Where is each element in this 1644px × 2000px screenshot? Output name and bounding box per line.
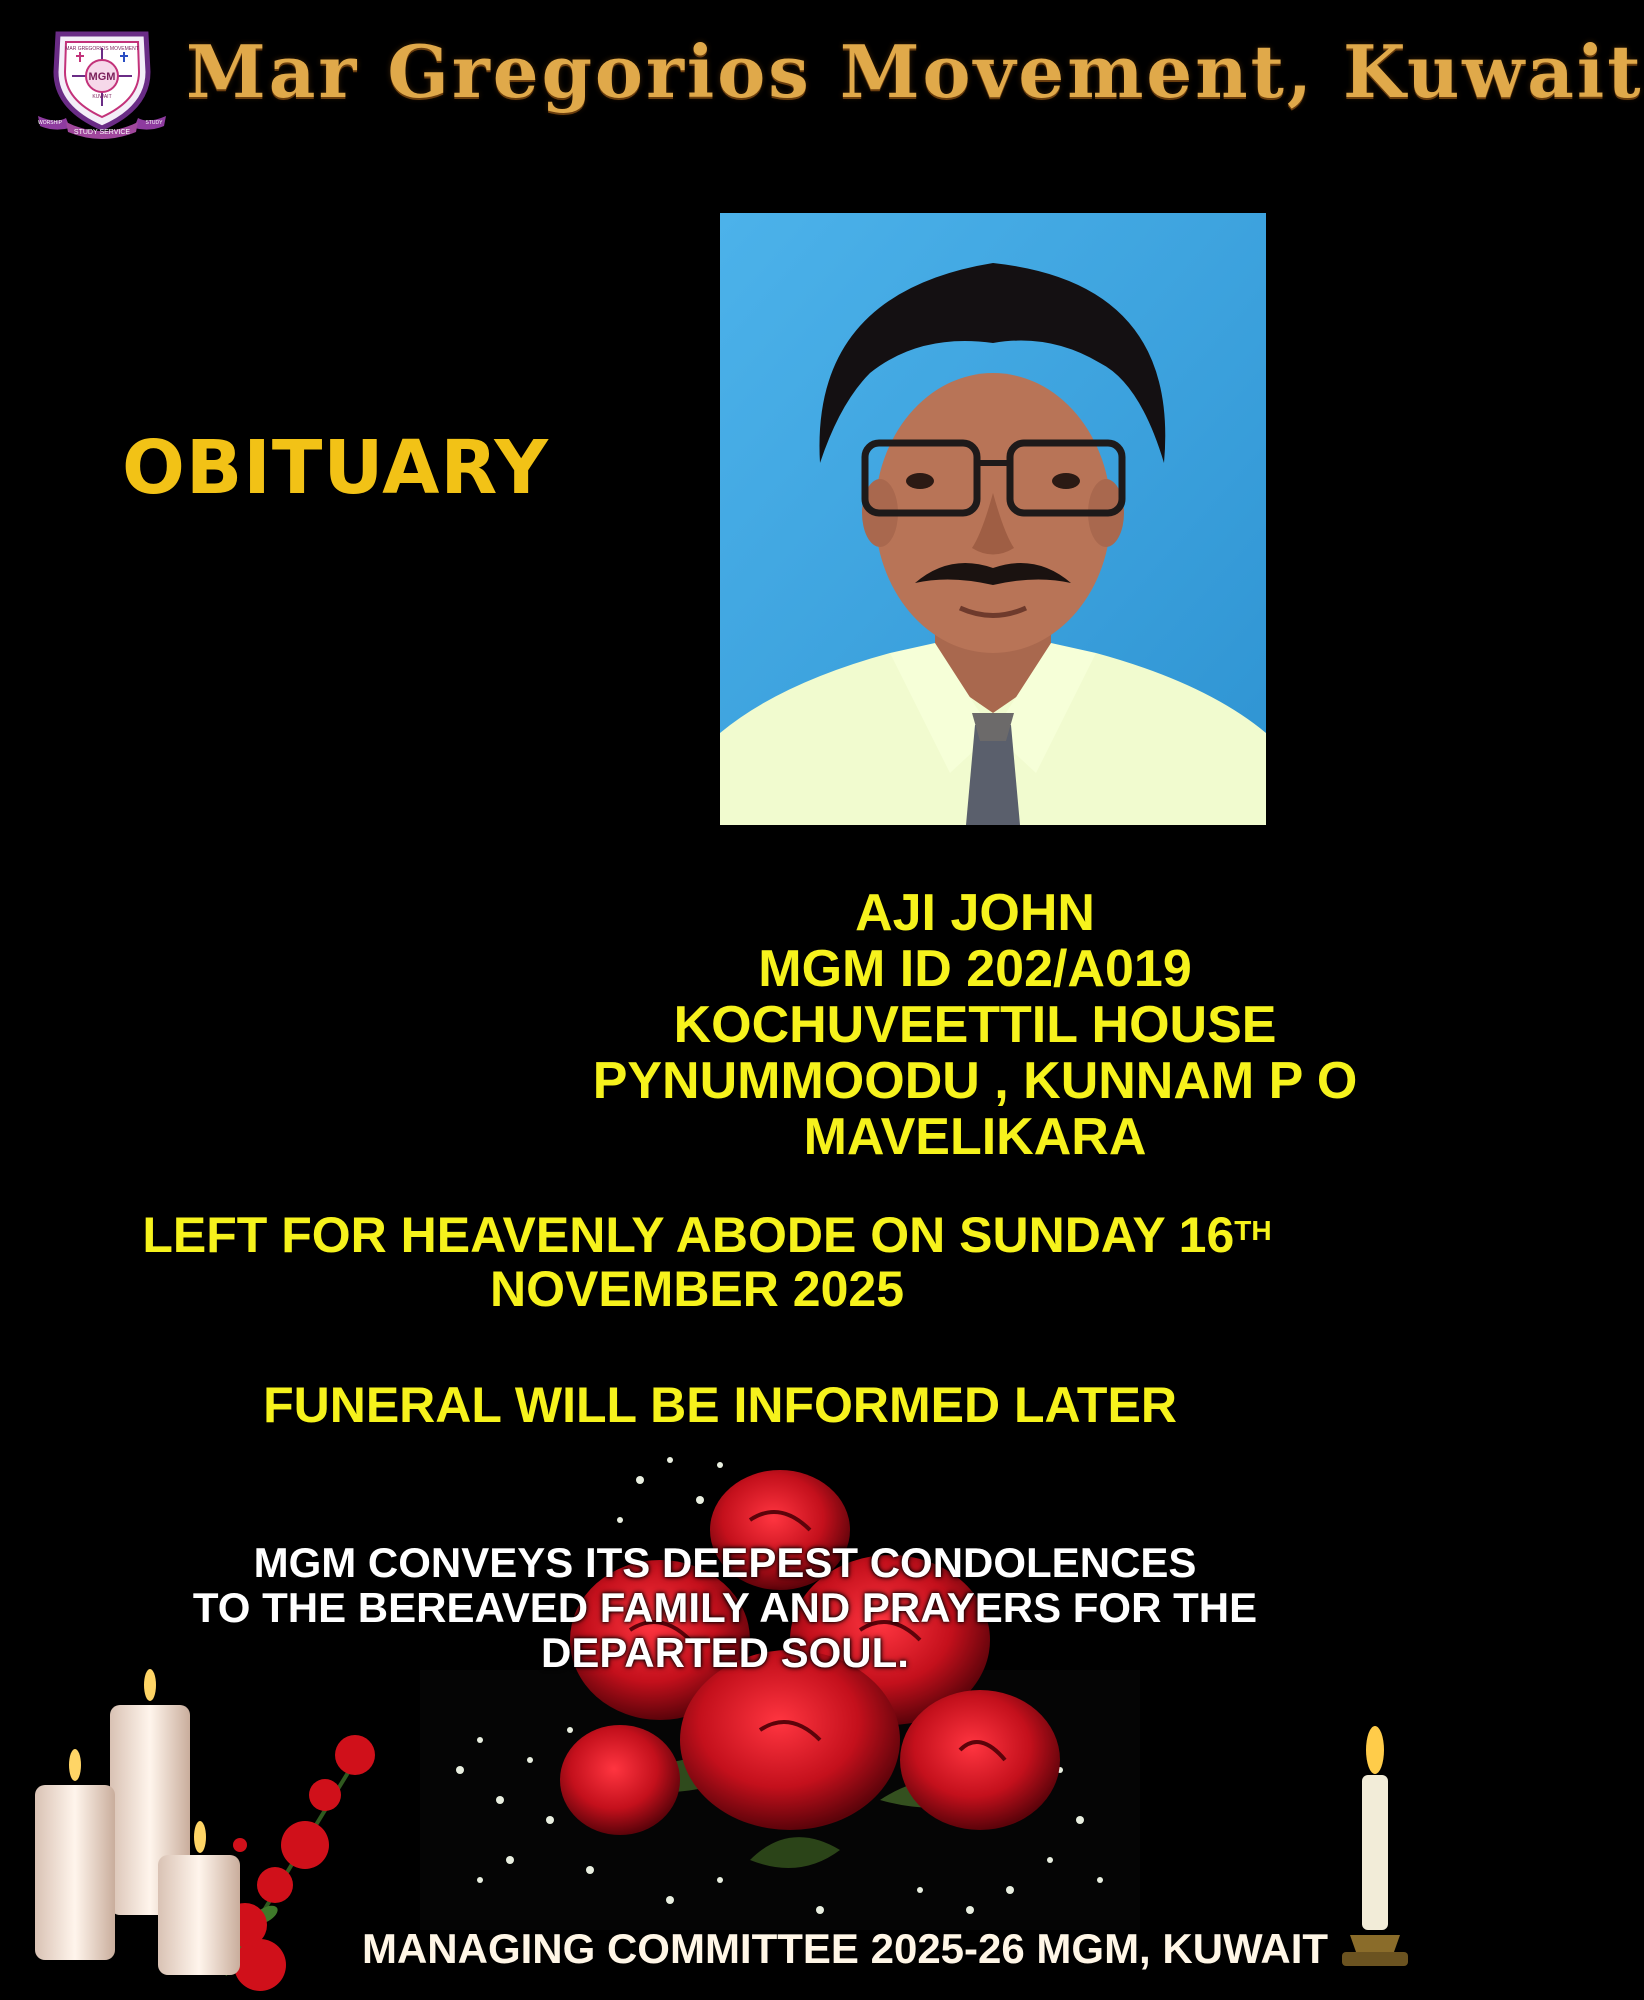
deceased-name: AJI JOHN <box>855 884 1095 942</box>
candles <box>30 1665 250 1980</box>
passing-announcement <box>20 1208 1394 1316</box>
condolence-line: TO THE BEREAVED FAMILY AND PRAYERS FOR THE <box>192 1584 1258 1631</box>
passing-month-year: NOVEMBER 2025 <box>489 1261 905 1317</box>
locality: PYNUMMOODU , KUNNAM P O <box>592 1052 1358 1110</box>
managing-committee-footer: MANAGING COMMITTEE 2025-26 MGM, KUWAIT <box>361 1925 1329 1972</box>
organization-title: Mar Gregorios Movement, Kuwait <box>186 29 1644 114</box>
svg-text:STUDY: STUDY <box>145 120 163 126</box>
funeral-note: FUNERAL WILL BE INFORMED LATER <box>263 1377 1177 1433</box>
rose-bouquet <box>420 1440 1140 1930</box>
condolence-line: DEPARTED SOUL. <box>541 1629 909 1676</box>
house-name: KOCHUVEETTIL HOUSE <box>673 996 1277 1054</box>
member-id: MGM ID 202/A019 <box>758 940 1192 998</box>
svg-text:MGM: MGM <box>88 71 116 83</box>
portrait-photo <box>720 213 1266 825</box>
obituary-heading: OBITUARY <box>122 425 549 511</box>
condolence-message <box>80 1540 1370 1675</box>
mgm-crest-logo <box>36 28 168 140</box>
date-suffix: TH <box>1234 1215 1272 1246</box>
svg-text:STUDY SERVICE: STUDY SERVICE <box>73 129 131 136</box>
town: MAVELIKARA <box>803 1108 1147 1166</box>
deceased-details <box>560 885 1390 1165</box>
condolence-line: MGM CONVEYS ITS DEEPEST CONDOLENCES <box>253 1539 1197 1586</box>
svg-text:WORSHIP: WORSHIP <box>38 120 62 126</box>
svg-text:KUWAIT: KUWAIT <box>92 94 112 100</box>
svg-text:MAR GREGORIOS MOVEMENT: MAR GREGORIOS MOVEMENT <box>65 46 139 52</box>
passing-text: LEFT FOR HEAVENLY ABODE ON SUNDAY 16 <box>142 1207 1235 1263</box>
